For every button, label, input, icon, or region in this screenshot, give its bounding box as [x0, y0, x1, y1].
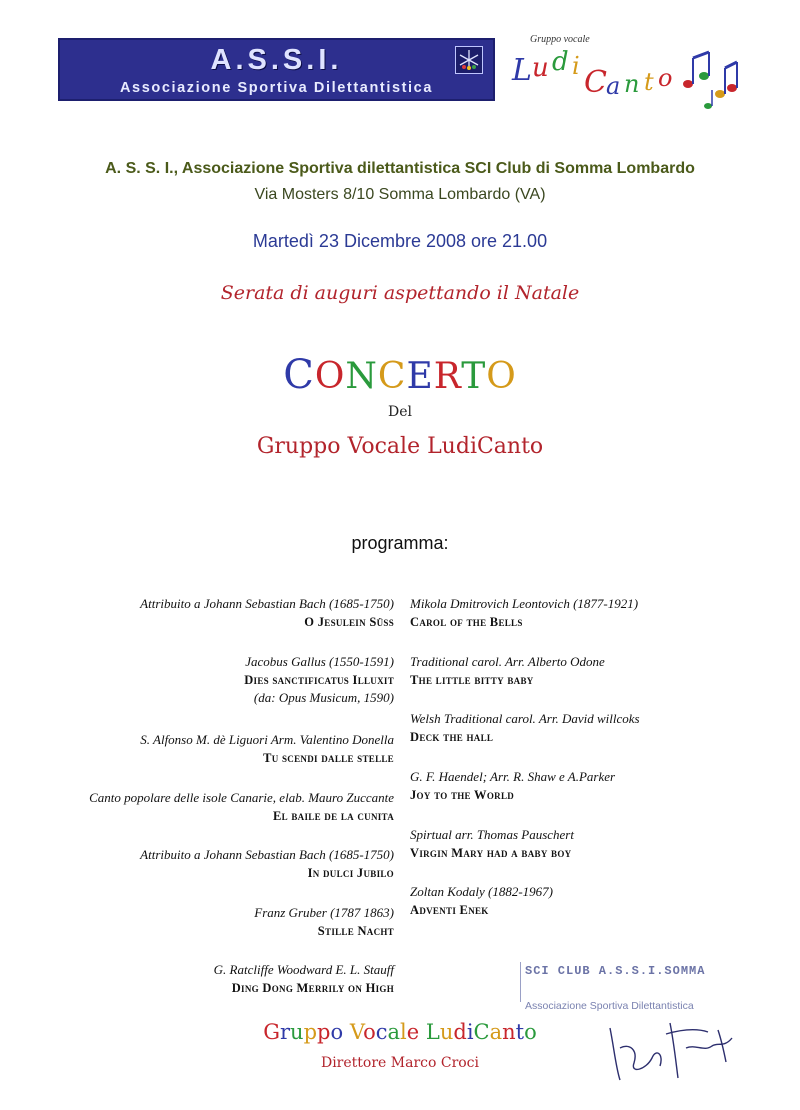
footer-group-letter: r [280, 1020, 291, 1044]
concert-title-letter: C [283, 352, 315, 398]
footer-group-letter: a [489, 1020, 503, 1044]
svg-text:L: L [512, 53, 532, 88]
entry-piece-title: Adventi Enek [410, 903, 489, 917]
programme-entry [40, 846, 394, 882]
programme-entry [40, 595, 394, 631]
programme-entry [410, 826, 770, 862]
assi-banner [58, 38, 495, 101]
footer-group-letter: o [330, 1020, 344, 1044]
entry-composer: Traditional carol. Arr. Alberto Odone [410, 654, 605, 669]
programme-entry [40, 789, 394, 825]
footer-director: Direttore Marco Croci [320, 1055, 480, 1071]
organizer-line: A. S. S. I., Associazione Sportiva dilettantistica SCI Club di Somma Lombardo [105, 160, 695, 177]
music-notes-icon [683, 52, 737, 109]
footer-group-letter: n [502, 1020, 516, 1044]
svg-text:i: i [572, 52, 580, 80]
footer-group-letter: u [290, 1020, 304, 1044]
programme-entry [40, 961, 394, 997]
entry-composer: Jacobus Gallus (1550-1591) [245, 654, 394, 669]
footer-group-letter: G [263, 1020, 280, 1044]
entry-piece-title: Deck the hall [410, 730, 494, 744]
svg-text:o: o [658, 64, 673, 92]
entry-composer: Mikola Dmitrovich Leontovich (1877-1921) [410, 596, 639, 611]
footer-group-letter: d [453, 1020, 467, 1044]
concert-title-letter: C [377, 356, 407, 397]
footer-group-letter: V [349, 1020, 364, 1044]
footer-group-letter: p [317, 1020, 331, 1044]
entry-piece-title: Joy to the World [410, 788, 515, 802]
assi-title: A.S.S.I. [210, 44, 343, 76]
entry-composer: Zoltan Kodaly (1882-1967) [410, 884, 553, 899]
svg-text:t: t [644, 68, 654, 96]
ludicanto-logo-caption: Gruppo vocale [530, 34, 590, 45]
stamp-text-line2: Associazione Sportiva Dilettantistica [525, 1000, 694, 1012]
programme-entry [410, 653, 770, 689]
footer-group-letter [343, 1020, 350, 1044]
entry-note: (da: Opus Musicum, 1590) [253, 690, 394, 705]
entry-piece-title: Dies sanctificatus Illuxit [244, 673, 394, 687]
footer-group-letter: e [406, 1020, 420, 1044]
footer-group-letter: L [425, 1020, 440, 1044]
footer-group-letter: o [524, 1020, 537, 1044]
ludicanto-logo [508, 34, 743, 114]
entry-piece-title: Tu scendi dalle stelle [263, 751, 394, 765]
concert-title-letter: R [433, 356, 462, 397]
programme-entry [410, 710, 770, 746]
entry-composer: G. F. Haendel; Arr. R. Shaw e A.Parker [410, 769, 616, 784]
event-occasion: Serata di auguri aspettando il Natale [220, 282, 580, 304]
handwritten-signature [600, 1008, 750, 1088]
footer-group-letter: u [439, 1020, 454, 1044]
programme-entry [40, 653, 394, 707]
entry-composer: G. Ratcliffe Woodward E. L. Stauff [213, 962, 394, 977]
entry-piece-title: El baile de la cunita [273, 809, 394, 823]
entry-piece-title: Carol of the Bells [410, 615, 523, 629]
entry-composer: Spirtual arr. Thomas Pauschert [410, 827, 574, 842]
entry-composer: Welsh Traditional carol. Arr. David willcoks [410, 711, 640, 726]
address-line: Via Mosters 8/10 Somma Lombardo (VA) [254, 186, 546, 203]
entry-piece-title: O Jesulein Süss [304, 615, 394, 629]
entry-piece-title: Ding Dong Merrily on High [231, 981, 394, 995]
footer-group-letter: C [473, 1020, 490, 1044]
entry-piece-title: Virgin Mary had a baby boy [410, 846, 572, 860]
entry-composer: Attribuito a Johann Sebastian Bach (1685-1750) [140, 596, 394, 611]
svg-text:C: C [584, 65, 607, 100]
programme-entry [410, 595, 770, 631]
concert-title-letter: E [406, 356, 434, 397]
ludicanto-wordmark [508, 34, 743, 114]
footer-group-letter: o [363, 1020, 376, 1044]
footer-group-letter: p [303, 1020, 318, 1044]
assi-subtitle: Associazione Sportiva Dilettantistica [119, 80, 434, 96]
concert-title [0, 352, 800, 398]
svg-text:u: u [532, 53, 549, 83]
connector-text: Del [388, 404, 412, 420]
programme-entry [410, 883, 770, 919]
performer-title: Gruppo Vocale LudiCanto [256, 434, 544, 459]
stamp-text-line1: SCI CLUB A.S.S.I.SOMMA [525, 964, 706, 978]
entry-composer: Canto popolare delle isole Canarie, elab. Mauro Zuccante [89, 790, 394, 805]
footer-group-letter: a [387, 1020, 401, 1044]
entry-piece-title: The little bitty baby [410, 673, 534, 687]
concert-title-letter: T [461, 356, 487, 397]
concert-title-letter: N [345, 356, 378, 397]
programme-entry [410, 768, 770, 804]
entry-composer: Franz Gruber (1787 1863) [254, 905, 394, 920]
footer-group-letter [419, 1020, 426, 1044]
event-date: Martedì 23 Dicembre 2008 ore 21.00 [252, 231, 548, 251]
footer-group-letter: t [515, 1020, 525, 1044]
footer-group-letter: i [466, 1020, 474, 1044]
concert-title-letter: O [314, 356, 346, 397]
programme-entry [40, 731, 394, 767]
footer-group-letter: c [375, 1020, 388, 1044]
entry-piece-title: Stille Nacht [317, 924, 394, 938]
snowflake-icon [455, 46, 483, 74]
programme-label: programma: [351, 533, 449, 553]
svg-text:n: n [624, 70, 640, 98]
svg-text:d: d [552, 47, 569, 77]
entry-composer: S. Alfonso M. dè Liguori Arm. Valentino Donella [140, 732, 394, 747]
entry-piece-title: In dulci Jubilo [307, 866, 394, 880]
concert-title-letter: O [486, 356, 517, 397]
programme-entry [40, 904, 394, 940]
entry-composer: Attribuito a Johann Sebastian Bach (1685-1750) [140, 847, 394, 862]
footer-group-letter: l [400, 1020, 407, 1044]
svg-text:a: a [606, 72, 621, 100]
